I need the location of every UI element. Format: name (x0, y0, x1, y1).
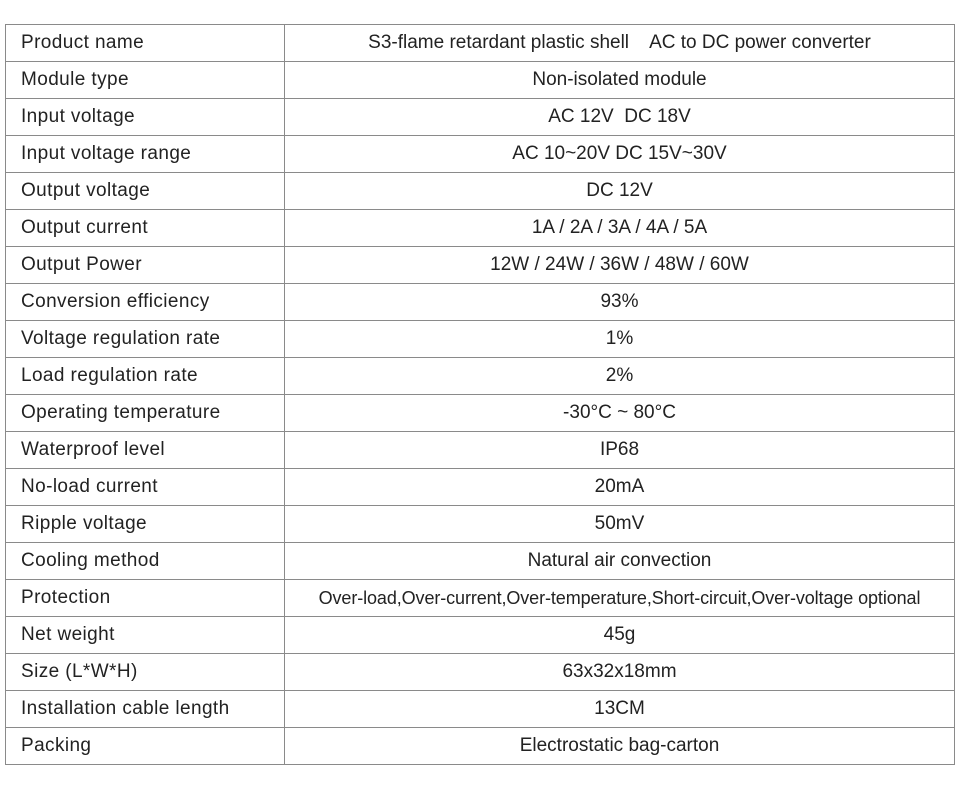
table-row-no-load-current (6, 469, 955, 506)
table-row-conversion-efficiency (6, 284, 955, 321)
table-row-installation-cable-length (6, 691, 955, 728)
row-label: Conversion efficiency (6, 284, 285, 321)
row-value: 13CM (285, 691, 955, 728)
table-row-output-current (6, 210, 955, 247)
table-row-output-power (6, 247, 955, 284)
row-label: Ripple voltage (6, 506, 285, 543)
row-value: 1% (285, 321, 955, 358)
row-label: Product name (6, 25, 285, 62)
row-value: 93% (285, 284, 955, 321)
row-value: 12W / 24W / 36W / 48W / 60W (285, 247, 955, 284)
row-value: 1A / 2A / 3A / 4A / 5A (285, 210, 955, 247)
row-value: Natural air convection (285, 543, 955, 580)
row-value: 63x32x18mm (285, 654, 955, 691)
spec-table (5, 24, 955, 765)
row-value: IP68 (285, 432, 955, 469)
row-label: Cooling method (6, 543, 285, 580)
table-row-input-voltage (6, 99, 955, 136)
row-label: Protection (6, 580, 285, 617)
row-value: -30°C ~ 80°C (285, 395, 955, 432)
row-label: Load regulation rate (6, 358, 285, 395)
table-row-protection (6, 580, 955, 617)
table-row-waterproof-level (6, 432, 955, 469)
table-row-product-name (6, 25, 955, 62)
row-value: 20mA (285, 469, 955, 506)
row-label: Operating temperature (6, 395, 285, 432)
table-row-ripple-voltage (6, 506, 955, 543)
table-row-output-voltage (6, 173, 955, 210)
row-label: Input voltage (6, 99, 285, 136)
row-label: Module type (6, 62, 285, 99)
row-label: Voltage regulation rate (6, 321, 285, 358)
row-value: AC 10~20V DC 15V~30V (285, 136, 955, 173)
table-row-packing (6, 728, 955, 765)
row-label: Size (L*W*H) (6, 654, 285, 691)
row-value: Over-load,Over-current,Over-temperature,Short-circuit,Over-voltage optional (285, 580, 955, 617)
table-row-cooling-method (6, 543, 955, 580)
row-label: Packing (6, 728, 285, 765)
table-row-operating-temperature (6, 395, 955, 432)
table-row-size (6, 654, 955, 691)
row-label: Output current (6, 210, 285, 247)
row-value: Electrostatic bag-carton (285, 728, 955, 765)
row-value: AC 12V DC 18V (285, 99, 955, 136)
row-label: Output Power (6, 247, 285, 284)
row-label: Net weight (6, 617, 285, 654)
row-value: 45g (285, 617, 955, 654)
row-label: Installation cable length (6, 691, 285, 728)
row-value: 50mV (285, 506, 955, 543)
row-value: S3-flame retardant plastic shell AC to DC power converter (285, 25, 955, 62)
row-label: No-load current (6, 469, 285, 506)
row-value: DC 12V (285, 173, 955, 210)
table-row-load-regulation-rate (6, 358, 955, 395)
table-row-input-voltage-range (6, 136, 955, 173)
table-row-voltage-regulation-rate (6, 321, 955, 358)
row-value: Non-isolated module (285, 62, 955, 99)
row-label: Output voltage (6, 173, 285, 210)
row-label: Input voltage range (6, 136, 285, 173)
row-label: Waterproof level (6, 432, 285, 469)
table-row-net-weight (6, 617, 955, 654)
table-row-module-type (6, 62, 955, 99)
row-value: 2% (285, 358, 955, 395)
